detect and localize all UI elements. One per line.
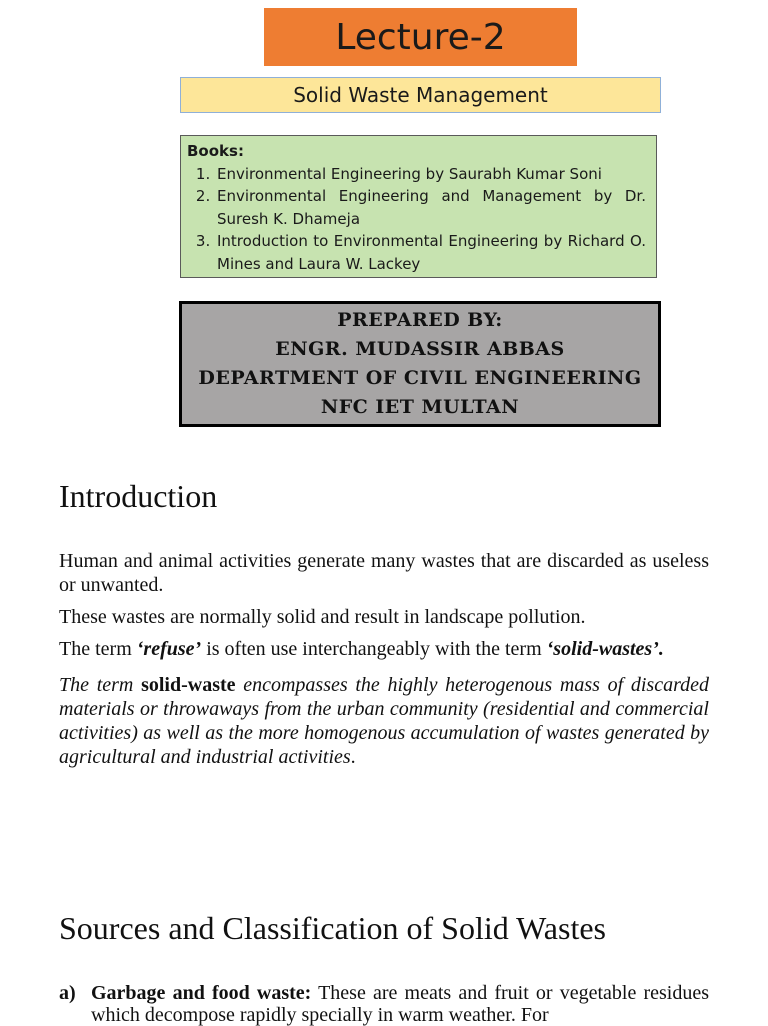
book-item: 2. Environmental Engineering and Management by Dr. Suresh K. Dhameja	[215, 185, 646, 230]
intro-paragraph-4	[59, 673, 709, 769]
text-run: The term	[59, 674, 142, 696]
author-name: ENGR. MUDASSIR ABBAS	[275, 338, 565, 360]
introduction-heading: Introduction	[59, 478, 218, 514]
list-item-body	[91, 982, 709, 1026]
intro-paragraph-3	[59, 637, 709, 661]
text-run: encompasses the highly heterogenous mass of discarded materials or throwaways from the urban community (residential and commercial activities) as well as the more homogenous accumulation of wastes generated by agricultural and industrial activities	[59, 674, 710, 768]
book-item: 1. Environmental Engineering by Saurabh Kumar Soni	[215, 163, 646, 186]
text-run: .	[350, 746, 356, 768]
term-solid-wastes: ‘solid-wastes’.	[546, 638, 664, 660]
books-box	[180, 135, 657, 278]
prepared-by-box	[179, 301, 661, 427]
books-list	[187, 163, 646, 276]
list-marker: a)	[59, 982, 76, 1004]
list-item-term: Garbage and food waste:	[91, 982, 312, 1004]
text-run: The term	[59, 638, 137, 660]
book-item: 3. Introduction to Environmental Engineering by Richard O. Mines and Laura W. Lackey	[215, 230, 646, 275]
department-name: DEPARTMENT OF CIVIL ENGINEERING	[198, 367, 642, 389]
text-run: These are meats and fruit or vegetable residues which decompose rapidly specially in warm weather. For	[91, 982, 710, 1026]
text-run: is often use interchangeably with the term	[201, 638, 547, 660]
introduction-body	[59, 549, 709, 777]
lecture-title: Lecture-2	[264, 8, 577, 66]
intro-paragraph-1: Human and animal activities generate many wastes that are discarded as useless or unwanted.	[59, 550, 709, 596]
term-refuse: ‘refuse’	[136, 638, 202, 660]
sources-heading: Sources and Classification of Solid Wastes	[59, 910, 606, 946]
term-solid-waste: solid-waste	[141, 674, 236, 696]
prepared-by-label: PREPARED BY:	[337, 309, 503, 331]
books-heading: Books:	[187, 142, 244, 160]
list-item	[59, 982, 709, 1026]
lecture-subtitle: Solid Waste Management	[180, 77, 661, 113]
institute-name: NFC IET MULTAN	[320, 396, 520, 418]
intro-paragraph-2: These wastes are normally solid and result in landscape pollution.	[59, 606, 586, 628]
